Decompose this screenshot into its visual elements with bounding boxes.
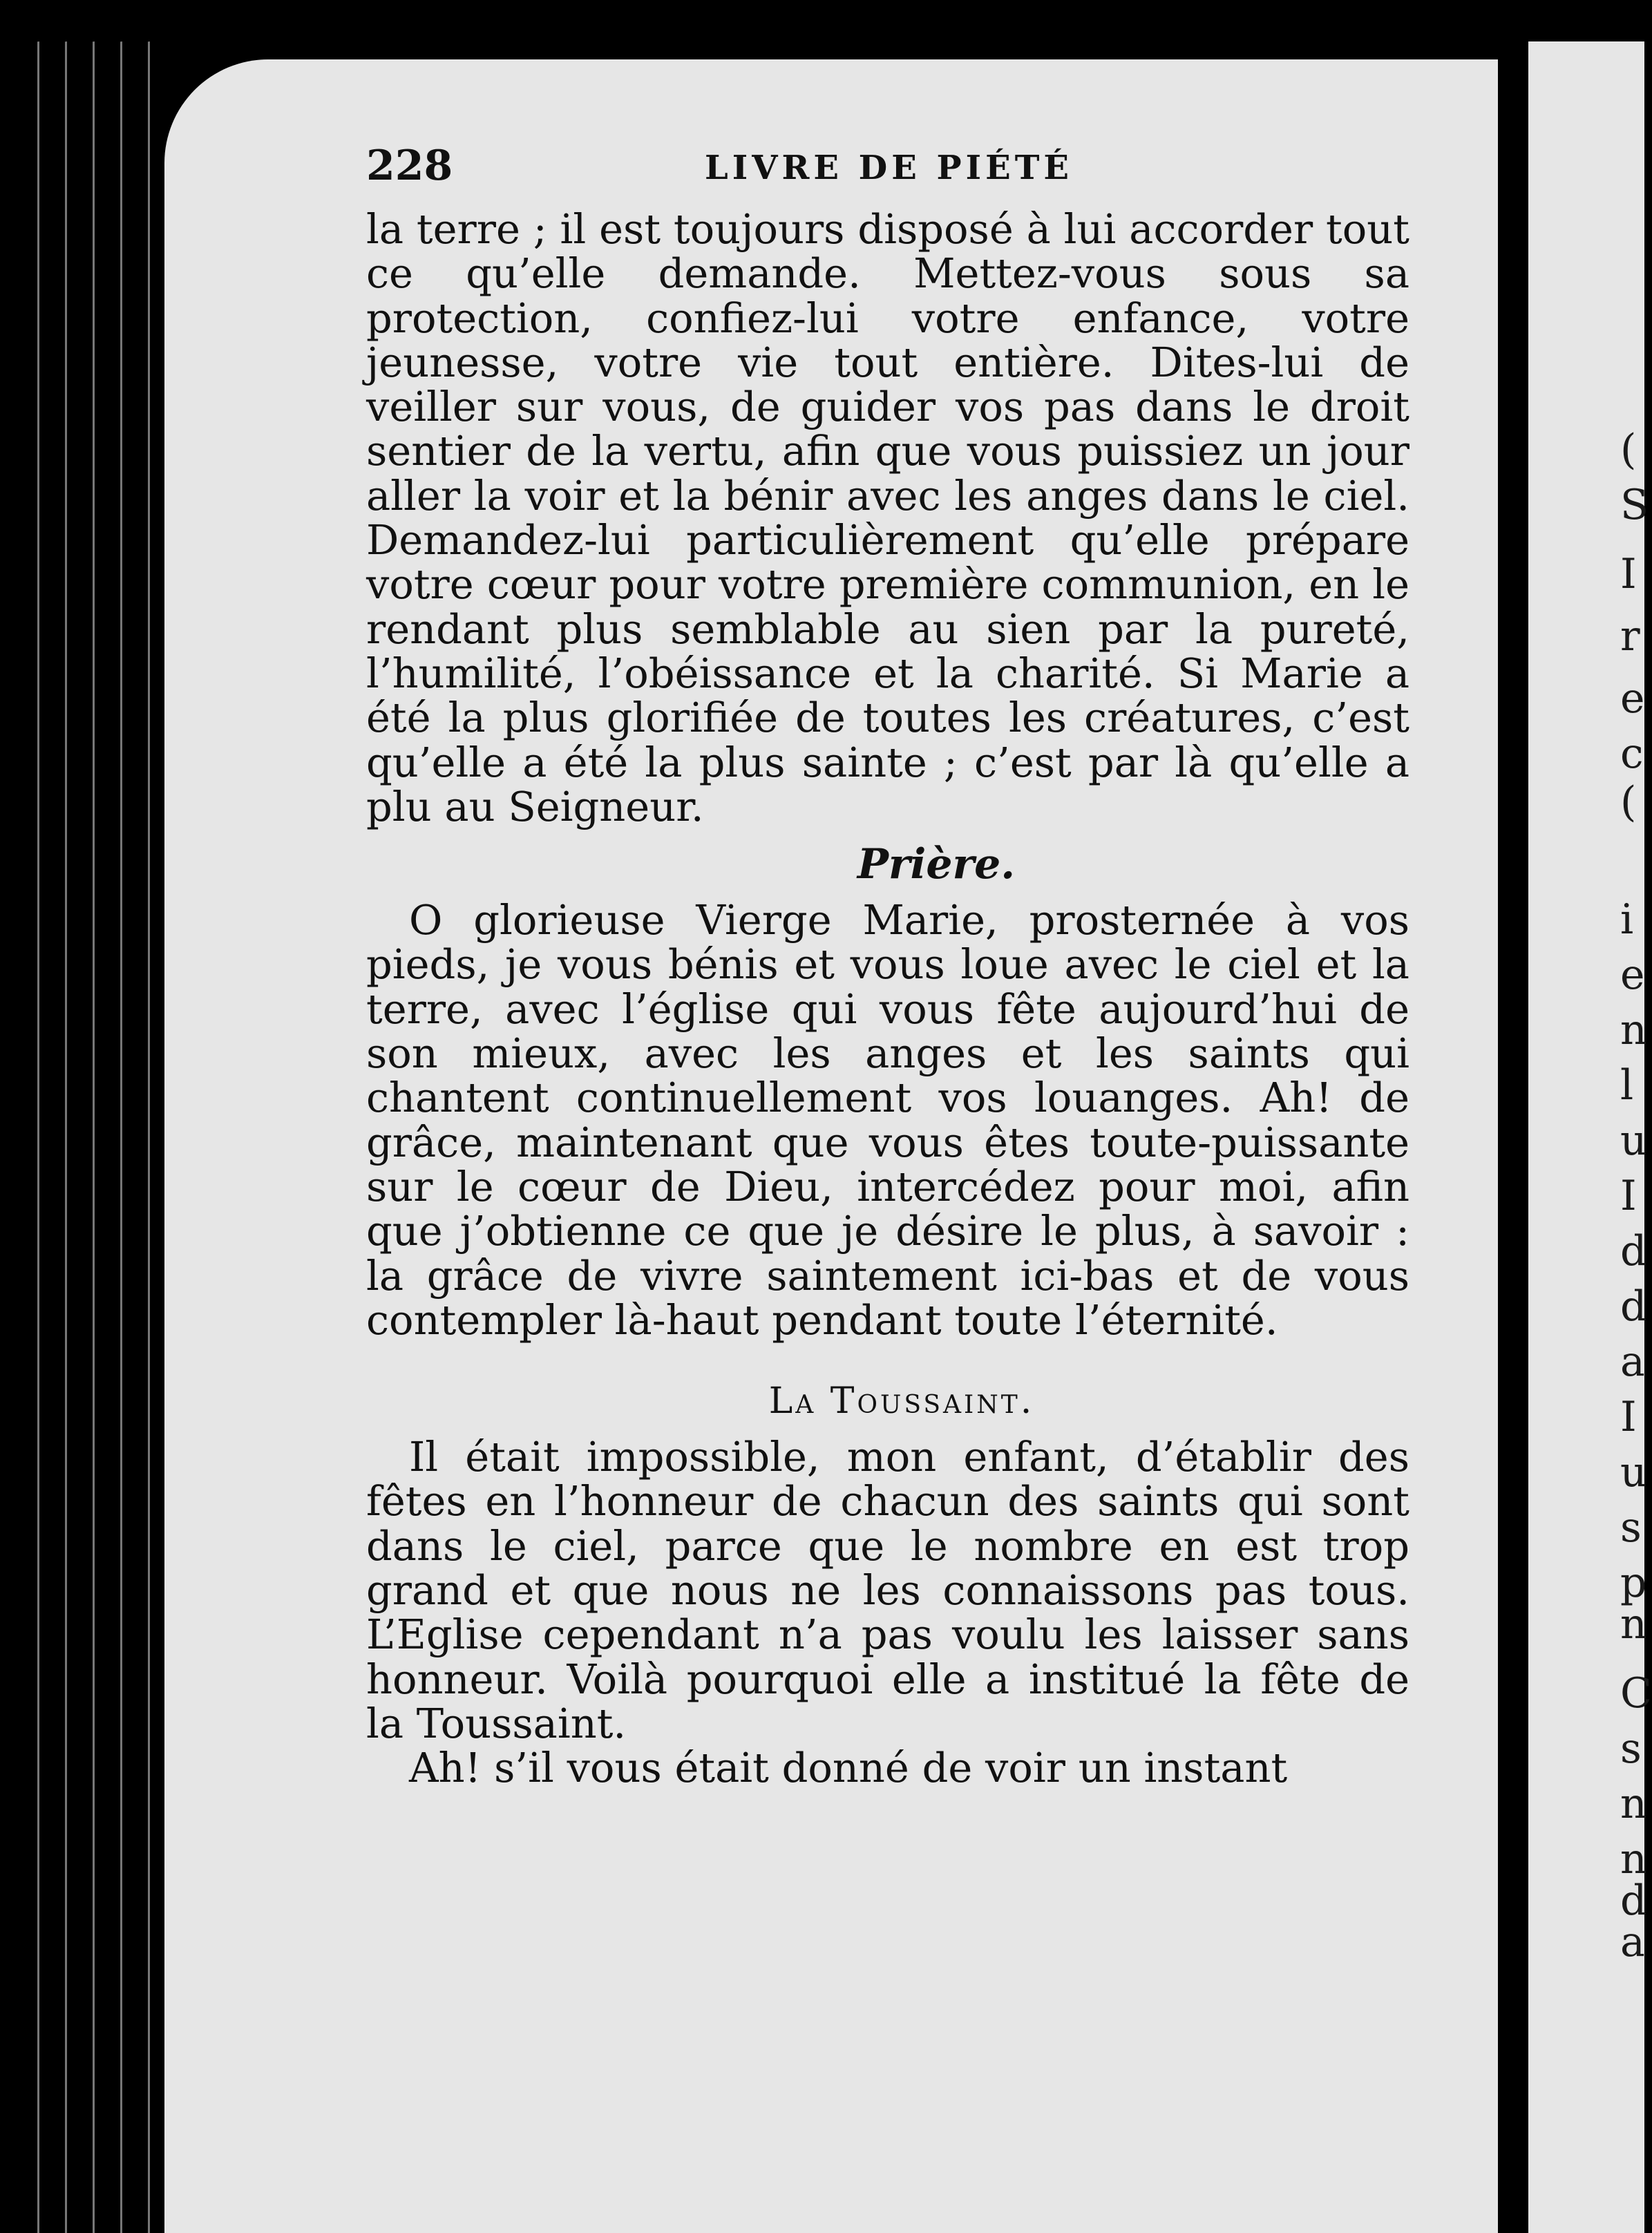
facing-page-letter: s	[1620, 1724, 1642, 1773]
facing-page-letter: I	[1620, 1393, 1637, 1441]
facing-page-letter: p	[1620, 1559, 1647, 1607]
facing-page-letter: l	[1620, 1061, 1634, 1110]
facing-page-letter: (	[1620, 426, 1637, 474]
facing-page-letter: a	[1620, 1338, 1645, 1386]
facing-page-letter: S	[1620, 481, 1649, 529]
facing-page-letter: s	[1620, 1503, 1642, 1552]
page-edge	[55, 41, 67, 2233]
page-edge	[83, 41, 95, 2233]
facing-page-letter: c	[1620, 730, 1644, 778]
page-edge	[28, 41, 39, 2233]
facing-page-letter: d	[1620, 1876, 1647, 1925]
page-number: 228	[366, 142, 453, 190]
facing-page-letter: d	[1620, 1282, 1647, 1331]
facing-page-letter: I	[1620, 1172, 1637, 1220]
facing-page-letter: I	[1620, 550, 1637, 598]
facing-page-letter: a	[1620, 1918, 1645, 1966]
facing-page-letter: (	[1620, 778, 1637, 826]
facing-page-letter: n	[1620, 1780, 1647, 1828]
facing-page-letter: n	[1620, 1835, 1647, 1883]
facing-page-letter: n	[1620, 1600, 1647, 1648]
facing-page-letter: e	[1620, 674, 1645, 723]
page-edge	[138, 41, 150, 2233]
page-body	[366, 207, 1409, 1791]
facing-page-letter: u	[1620, 1448, 1647, 1496]
running-title: LIVRE DE PIÉTÉ	[705, 149, 1073, 187]
facing-page-letter: C	[1620, 1669, 1652, 1718]
paragraph-priere: O glorieuse Vierge Marie, prosternée à vos pieds, je vous bénis et vous loue avec le ciel et la terre, avec l’église qui vous fête aujourd’hui de son mieux, avec les anges et les saints qui chantent continuellement vos louanges. Ah! de grâce, maintenant que vous êtes toute-puissante sur le cœur de Dieu, intercédez pour moi, afin que j’obtienne ce que je désire le plus, à savoir : la grâce de vivre saintement ici-bas et de vous contempler là-haut pendant toute l’éternité.	[366, 896, 1409, 1344]
facing-page-letter: r	[1620, 612, 1640, 661]
facing-page-letter: n	[1620, 1006, 1647, 1054]
heading-toussaint: La Toussaint.	[768, 1380, 1035, 1423]
running-header	[366, 142, 1416, 197]
paragraph-toussaint: Il était impossible, mon enfant, d’établir des fêtes en l’honneur de chacun des saints qui sont dans le ciel, parce que le nombre en est trop grand et que nous ne les connaissons pas tous. L’Eglise cependant n’a pas voulu les laisser sans honneur. Voilà pourquoi elle a institué la fête de la Toussaint.	[366, 1433, 1409, 1747]
heading-priere: Prière.	[857, 840, 1016, 889]
facing-page-letter: u	[1620, 1116, 1647, 1165]
paragraph-marie: la terre ; il est toujours disposé à lui accorder tout ce qu’elle demande. Mettez-vous sous sa protection, confiez-lui votre enfance, votre jeunesse, votre vie tout entière. Dites-lui de veiller sur vous, de guider vos pas dans le droit sentier de la vertu, afin que vous puissiez un jour aller la voir et la bénir avec les anges dans le ciel. Demandez-lui particulièrement qu’elle prépare votre cœur pour votre première communion, en le rendant plus semblable au sien par la pureté, l’humilité, l’obéissance et la charité. Si Marie a été la plus glorifiée de toutes les créatures, c’est qu’elle a été la plus sainte ; c’est par là qu’elle a plu au Seigneur.	[366, 205, 1409, 830]
facing-page-letter: i	[1620, 895, 1634, 944]
paragraph-last-line: Ah! s’il vous était donné de voir un instant	[409, 1744, 1288, 1792]
facing-page-letter: d	[1620, 1227, 1647, 1275]
page-edge	[111, 41, 122, 2233]
facing-page-letter: e	[1620, 951, 1645, 999]
